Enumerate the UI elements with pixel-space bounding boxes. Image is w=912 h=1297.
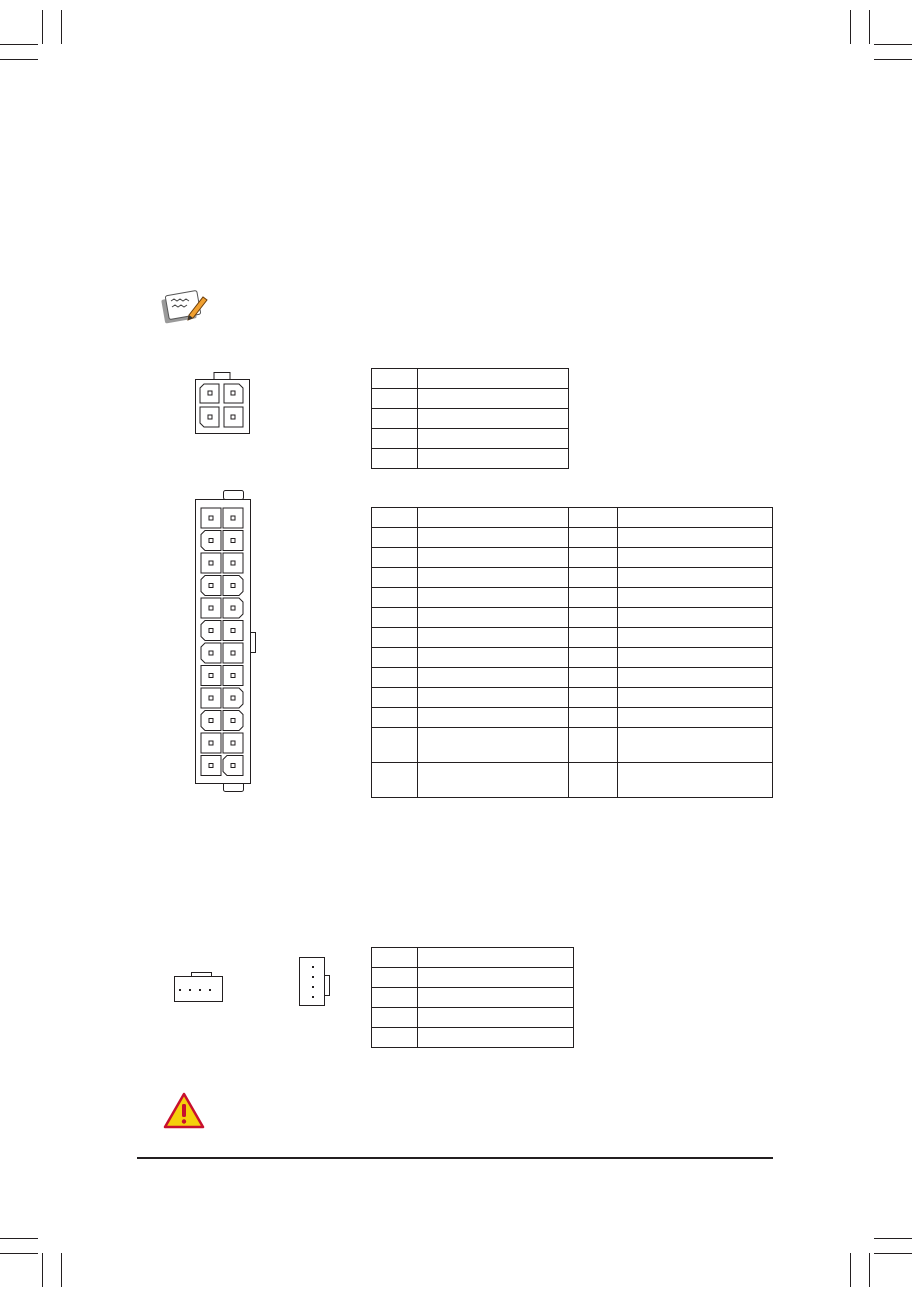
pin-cell [372,648,418,668]
pin-cell [372,528,418,548]
pin-cell [372,728,418,763]
pin-cell [372,668,418,688]
definition-cell [418,968,574,988]
connector-pin [223,711,243,731]
table-row [372,1028,574,1048]
definition-cell [618,608,773,628]
fan-header-vertical-diagram [299,957,335,1012]
definition-cell [618,668,773,688]
pin-cell [569,588,618,608]
pin-cell [372,688,418,708]
atx-12v-pin-table [371,368,569,469]
definition-cell [618,708,773,728]
pin-cell [569,668,618,688]
footer-rule [137,1157,773,1159]
pin-cell [372,968,418,988]
table-row [372,628,773,648]
connector-pin [223,733,243,753]
table-row [372,708,773,728]
table-row [372,688,773,708]
connector-pin [201,733,221,753]
definition-cell [417,568,569,588]
pin-cell [372,708,418,728]
connector-pin [223,643,243,663]
definition-cell [417,528,569,548]
definition-cell [417,763,569,798]
connector-pin [223,508,243,528]
definition-cell [417,728,569,763]
pin-cell [569,688,618,708]
connector-pin [223,666,243,686]
definition-cell [417,628,569,648]
definition-cell [418,1008,574,1028]
definition-cell [618,548,773,568]
table-row [372,389,569,409]
definition-cell [618,763,773,798]
pin-cell [569,548,618,568]
definition-cell [417,668,569,688]
note-pencil-icon [161,289,209,325]
table-row [372,608,773,628]
fan-header-horizontal-diagram [174,972,224,1009]
table-row [372,369,569,389]
connector-pin [223,531,243,551]
table-row [372,409,569,429]
pin-cell [372,568,418,588]
connector-pin [201,643,221,663]
definition-cell [418,449,569,469]
definition-cell [618,628,773,648]
definition-cell [418,389,569,409]
definition-cell [417,648,569,668]
table-row [372,508,773,528]
pin-cell [569,628,618,648]
connector-pin [201,576,221,596]
pin-cell [372,369,418,389]
definition-cell [417,708,569,728]
pin-cell [569,708,618,728]
definition-cell [418,988,574,1008]
pin-cell [569,728,618,763]
definition-cell [418,409,569,429]
definition-cell [618,728,773,763]
table-row [372,648,773,668]
pin-cell [569,608,618,628]
connector-pin [201,531,221,551]
definition-cell [417,508,569,528]
connector-pin [223,756,243,776]
definition-cell [417,548,569,568]
connector-pin [223,576,243,596]
pin-cell [372,548,418,568]
definition-cell [418,429,569,449]
connector-pin [201,508,221,528]
definition-cell [618,528,773,548]
connector-pin [201,553,221,573]
pin-cell [372,608,418,628]
definition-cell [417,608,569,628]
definition-cell [618,508,773,528]
table-row [372,429,569,449]
pin-cell [569,508,618,528]
table-row [372,948,574,968]
table-row [372,1008,574,1028]
connector-pin [201,621,221,641]
definition-cell [418,369,569,389]
connector-pin [201,688,221,708]
connector-pin [201,711,221,731]
warning-triangle-icon [163,1092,205,1130]
table-row [372,988,574,1008]
table-row [372,528,773,548]
pin-cell [372,389,418,409]
definition-cell [418,948,574,968]
connector-pin [223,553,243,573]
connector-pin [201,666,221,686]
pin-cell [569,648,618,668]
pin-cell [372,1028,418,1048]
connector-pin [201,756,221,776]
pin-cell [372,449,418,469]
definition-cell [618,648,773,668]
connector-pin [201,598,221,618]
table-row [372,968,574,988]
table-row [372,588,773,608]
definition-cell [618,688,773,708]
pin-cell [569,763,618,798]
pin-cell [372,1008,418,1028]
pin-cell [372,588,418,608]
table-row [372,668,773,688]
pin-cell [372,429,418,449]
definition-cell [417,688,569,708]
definition-cell [418,1028,574,1048]
table-row [372,728,773,763]
pin-cell [372,948,418,968]
pin-cell [372,409,418,429]
pin-cell [569,528,618,548]
pin-cell [372,988,418,1008]
atx-main-connector-diagram [195,490,259,807]
atx-main-pin-table [371,507,773,798]
table-row [372,763,773,798]
table-row [372,568,773,588]
atx-12v-connector-diagram [195,372,251,439]
definition-cell [618,568,773,588]
connector-pin [223,621,243,641]
definition-cell [417,588,569,608]
pin-cell [372,628,418,648]
table-row [372,449,569,469]
pin-cell [569,568,618,588]
pin-cell [372,763,418,798]
fan-header-pin-table [371,947,574,1048]
definition-cell [618,588,773,608]
connector-pin [223,598,243,618]
pin-cell [372,508,418,528]
connector-pin [223,688,243,708]
table-row [372,548,773,568]
